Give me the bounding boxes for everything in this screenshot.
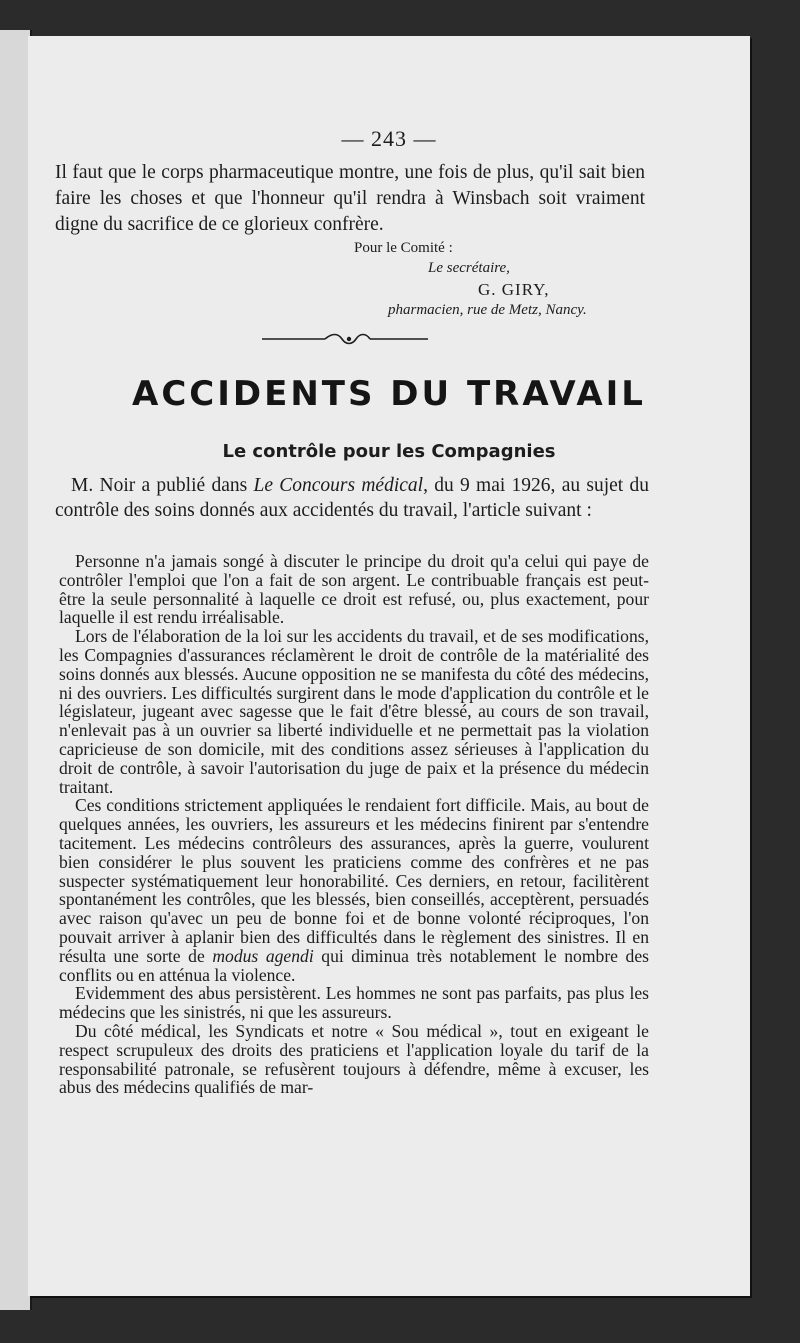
section-title: ACCIDENTS DU TRAVAIL: [132, 374, 646, 414]
article-paragraph-3: [59, 796, 649, 984]
article-paragraph-1: Personne n'a jamais songé à discuter le principe du droit qu'a celui qui paye de contrôler l'emploi que l'on a fait de son argent. Le contribuable français est peut-être la seule personnalité à laquelle ce droit est refusé, ou, plus exactement, pour laquelle il est rendu irréalisable.: [59, 551, 649, 628]
article-paragraph-5: Du côté médical, les Syndicats et notre « Sou médical », tout en exigeant le respect scrupuleux des droits des praticiens et l'application loyale du tarif de la responsabilité patronale, se refusèrent toujours à défendre, même à excuser, les abus des médecins qualifiés de mar-: [59, 1020, 649, 1098]
lead-text-end: , du 9 mai 1926, au sujet du contrôle des soins donnés aux accidentés du travail, l'article suivant :: [55, 475, 649, 521]
lead-paragraph: [55, 473, 649, 523]
book-page: [28, 36, 750, 1296]
paragraph-3-text-start: Ces conditions strictement appliquées le rendaient fort difficile. Mais, au bout de quelques années, les ouvriers, les assureurs et les médecins finirent par s'entendre tacitement. Les médecins contrôleurs des assurances, après la guerre, voulurent bien considérer le plus souvent les praticiens comme des confrères et ne pas suspecter systématiquement leur honorabilité. Ces derniers, en retour, facilitèrent spontanément les contrôles, que les blessés, bien conseillés, acceptèrent, persuadés avec raison qu'avec un peu de bonne foi et de bonne volonté réciproques, l'on pouvait arriver à aplanir bien des difficultés dans le règlement des sinistres. Il en résulta une sorte de: [59, 795, 649, 966]
decorative-divider-icon: [260, 332, 430, 346]
article-paragraph-2: Lors de l'élaboration de la loi sur les accidents du travail, et de ses modifications, les Compagnies d'assurances réclamèrent le droit de contrôle de la matérialité des soins donnés aux blessés. Aucune opposition ne se manifesta du côté des médecins, ni des ouvriers. Les difficultés surgirent dans le mode d'application du contrôle et le législateur, jugeant avec sagesse que le fait d'être blessé, au cours de son travail, n'enlevait pas à un ouvrier sa liberté individuelle et ne permettait pas la violation capricieuse de son domicile, mit des conditions assez sérieuses à l'application du droit de contrôle, à savoir l'autorisation du juge de paix et la présence du médecin traitant.: [59, 626, 649, 797]
signature-secretary: Le secrétaire,: [428, 260, 510, 276]
latin-phrase: modus agendi: [212, 945, 314, 966]
signature-address: pharmacien, rue de Metz, Nancy.: [388, 302, 587, 318]
article-body: [59, 552, 649, 1097]
paragraph-3-text-end: qui diminua très notablement le nombre des conflits ou en atténua la violence.: [59, 945, 649, 985]
page-number: — 243 —: [341, 126, 437, 151]
article-paragraph-4: Evidemment des abus persistèrent. Les hommes ne sont pas parfaits, pas plus les médecins que les sinistrés, ni que les assureurs.: [59, 983, 649, 1023]
signature-name: G. GIRY,: [478, 280, 550, 299]
intro-paragraph: [55, 160, 645, 238]
section-subtitle: Le contrôle pour les Compagnies: [222, 441, 556, 462]
lead-text-start: M. Noir a publié dans: [71, 475, 254, 496]
journal-title: Le Concours médical: [253, 475, 424, 496]
signature-committee: Pour le Comité :: [354, 240, 453, 256]
intro-text: Il faut que le corps pharmaceutique montre, une fois de plus, qu'il sait bien faire les choses et que l'honneur qu'il rendra à Winsbach soit vraiment digne du sacrifice de ce glorieux confrère.: [55, 162, 645, 235]
